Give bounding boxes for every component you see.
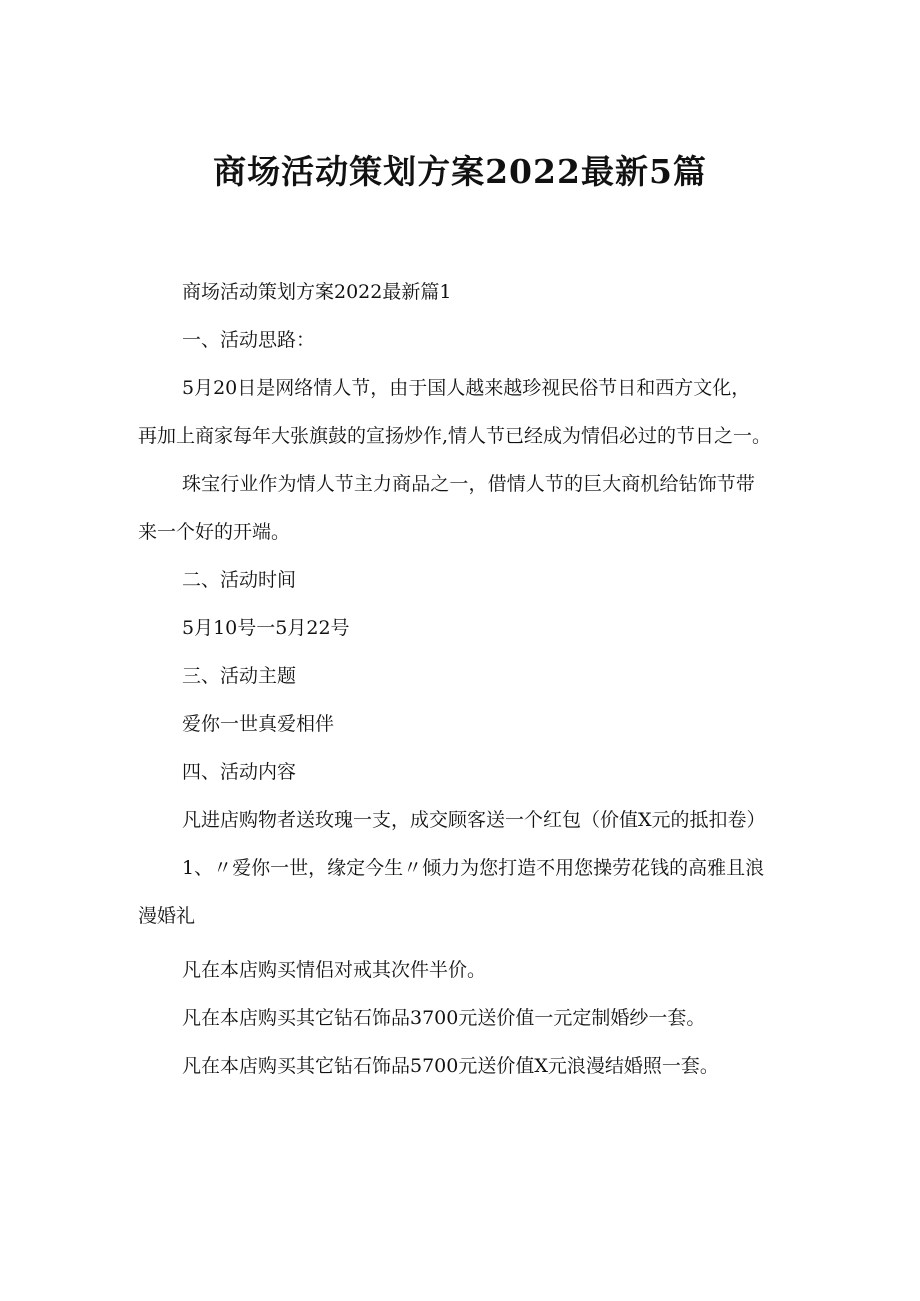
document-body: [138, 278, 804, 1081]
paragraph-diamond-offer-5700: 凡在本店购买其它钻石饰品5700元送价值X元浪漫结婚照一套。: [182, 1055, 719, 1077]
paragraph-activity-idea: [138, 374, 804, 451]
heading-activity-content: 四、活动内容: [182, 761, 297, 783]
document-title: 商场活动策划方案2022最新5篇: [213, 152, 707, 191]
section-heading-1: 商场活动策划方案2022最新篇1: [182, 281, 452, 303]
paragraph-line: 5月20日是网络情人节，由于国人越来越珍视民俗节日和西方文化，: [182, 377, 751, 399]
heading-activity-idea: 一、活动思路：: [182, 329, 316, 351]
paragraph-gift-offer: 凡进店购物者送玫瑰一支，成交顾客送一个红包（价值X元的抵扣卷）: [182, 809, 766, 831]
activity-time-value: 5月10号一5月22号: [182, 617, 350, 639]
paragraph-line: 再加上商家每年大张旗鼓的宣扬炒作,情人节已经成为情侣必过的节日之一。: [138, 425, 772, 447]
paragraph-line: 珠宝行业作为情人节主力商品之一，借情人节的巨大商机给钻饰节带: [182, 473, 756, 495]
paragraph-wedding-offer: [138, 854, 804, 931]
heading-activity-time: 二、活动时间: [182, 569, 297, 591]
paragraph-line: 漫婚礼: [138, 905, 196, 927]
heading-activity-theme: 三、活动主题: [182, 665, 297, 687]
activity-theme-value: 爱你一世真爱相伴: [182, 713, 335, 735]
paragraph-line: 1、〃爱你一世，缘定今生〃倾力为您打造不用您操劳花钱的高雅且浪: [182, 857, 765, 879]
paragraph-line: 来一个好的开端。: [138, 521, 291, 543]
paragraph-ring-offer: 凡在本店购买情侣对戒其次件半价。: [182, 959, 487, 981]
paragraph-diamond-offer-3700: 凡在本店购买其它钻石饰品3700元送价值一元定制婚纱一套。: [182, 1007, 706, 1029]
paragraph-jewelry: [138, 470, 804, 547]
